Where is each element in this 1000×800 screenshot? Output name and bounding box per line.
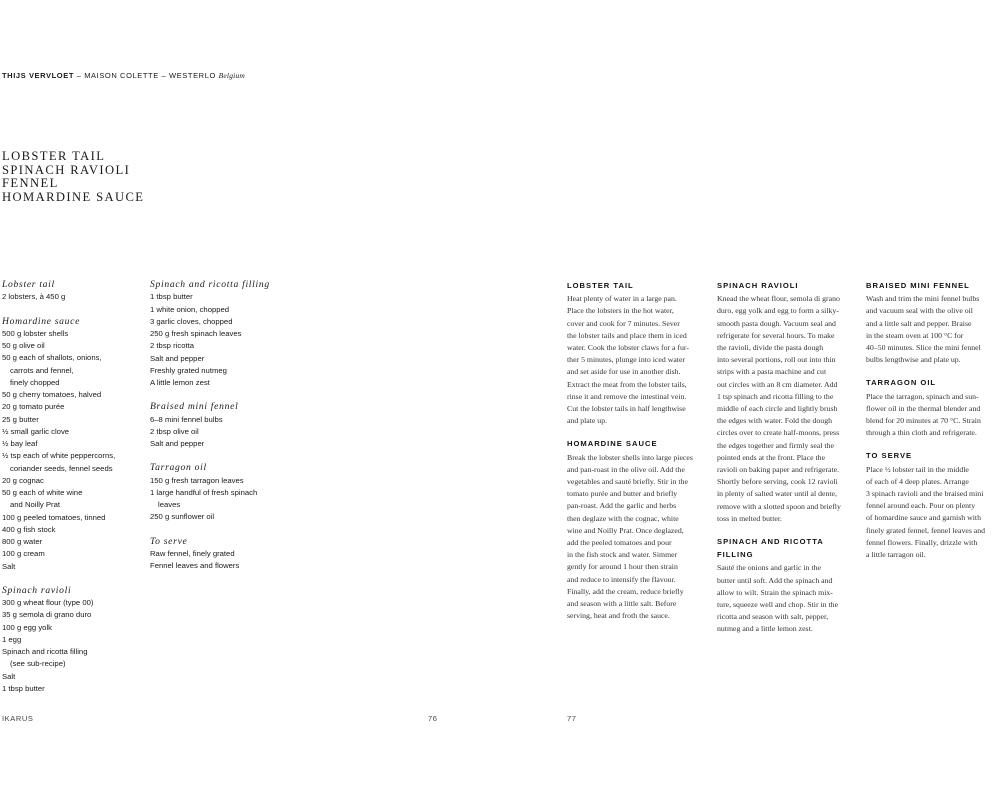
method-section-heading: SPINACH RAVIOLI: [717, 281, 799, 290]
method-line: the lobster tails and place them in iced: [567, 330, 687, 340]
method-line: water. Cook the lobster claws for a fur-: [567, 343, 689, 353]
method-line: wine and Noilly Prat. Once deglazed,: [567, 525, 684, 535]
method-line: Wash and trim the mini fennel bulbs: [866, 294, 980, 304]
method-line: Sauté the onions and garlic in the: [717, 563, 821, 573]
ingredient-line: 100 g peeled tomatoes, tinned: [2, 512, 106, 522]
recipe-title: [2, 150, 144, 205]
ingredient-line: 500 g lobster shells: [2, 328, 69, 338]
method-section: [717, 536, 859, 636]
method-line: ture, squeeze well and chop. Stir in the: [717, 600, 839, 610]
method-column-1: [567, 280, 709, 622]
ingredient-line: 20 g tomato purée: [2, 402, 65, 412]
ingredient-section-heading: Tarragon oil: [150, 462, 207, 474]
method-line: gently for around 1 hour then strain: [567, 562, 678, 572]
ingredient-line: and Noilly Prat: [10, 500, 60, 510]
ingredient-line: 100 g egg yolk: [2, 622, 53, 632]
header-separator: –: [161, 71, 167, 80]
ingredient-line: Freshly grated nutmeg: [150, 365, 227, 375]
method-line: ravioli on baking paper and refrigerate.: [717, 465, 840, 475]
ingredient-line: 25 g butter: [2, 414, 39, 424]
method-section-heading: FILLING: [717, 550, 754, 560]
method-section-heading: LOBSTER TAIL: [567, 281, 634, 290]
method-line: rinse it and remove the intestinal vein.: [567, 391, 687, 401]
ingredient-line: 50 g each of shallots, onions,: [2, 353, 102, 363]
town-name: WESTERLO: [169, 71, 216, 80]
method-line: out circles with an 8 cm diameter. Add: [717, 379, 838, 389]
method-line: Break the lobster shells into large pieces: [567, 452, 693, 462]
method-line: allow to wilt. Strain the spinach mix-: [717, 587, 833, 597]
ingredient-line: carrots and fennel,: [10, 365, 74, 375]
method-section: [866, 450, 998, 561]
method-line: and season with a little salt. Before: [567, 599, 677, 609]
method-section-heading: SPINACH AND RICOTTA: [717, 537, 824, 547]
ingredient-line: 1 tbsp butter: [150, 292, 193, 302]
method-line: of homardine sauce and garnish with: [866, 513, 981, 523]
title-line: HOMARDINE SAUCE: [2, 190, 145, 205]
ingredients-right-column: [150, 279, 295, 572]
method-line: smooth pasta dough. Vacuum seal and: [717, 318, 836, 328]
ingredient-section-heading: Homardine sauce: [2, 315, 81, 327]
method-line: 1 tsp spinach and ricotta filling to the: [717, 391, 834, 401]
ingredient-line: 1 egg: [2, 634, 22, 644]
ingredient-section: [2, 279, 147, 304]
ingredient-line: (see sub-recipe): [10, 659, 66, 669]
method-line: and reduce to intensify the flavour.: [567, 574, 676, 584]
method-line: Extract the meat from the lobster tails,: [567, 379, 687, 389]
method-line: in plenty of salted water until al dente,: [717, 489, 837, 499]
method-line: a little tarragon oil.: [866, 550, 926, 560]
method-line: Knead the wheat flour, semola di grano: [717, 294, 840, 304]
ingredient-line: Spinach and ricotta filling: [2, 647, 88, 656]
chef-name: THIJS VERVLOET: [2, 71, 75, 80]
method-line: the ravioli, divide the pasta dough: [717, 343, 824, 353]
ingredient-line: Salt and pepper: [150, 353, 205, 363]
method-section: [567, 280, 709, 427]
method-line: then deglaze with the cognac, white: [567, 513, 679, 523]
method-line: Place the tarragon, spinach and sun-: [866, 391, 979, 401]
ingredient-line: finely chopped: [10, 377, 60, 387]
method-section-heading: HOMARDINE SAUCE: [567, 439, 658, 449]
method-line: tomato purée and butter and briefly: [567, 489, 678, 499]
method-line: Shortly before serving, cook 12 ravioli: [717, 477, 838, 487]
method-line: refrigerate for several hours. To make: [717, 330, 835, 340]
method-line: serving, heat and froth the sauce.: [567, 611, 670, 621]
method-line: remove with a slotted spoon and briefly: [717, 501, 841, 511]
ingredient-line: Salt: [2, 671, 16, 681]
method-line: and pan-roast in the olive oil. Add the: [567, 464, 685, 474]
ingredient-line: 1 large handful of fresh spinach: [150, 487, 258, 497]
restaurant-name: MAISON COLETTE: [84, 71, 159, 80]
title-line: SPINACH RAVIOLI: [2, 162, 131, 177]
method-line: the edges together and firmly seal the: [717, 440, 834, 450]
ingredient-line: ½ small garlic clove: [2, 426, 70, 436]
ingredient-line: 50 g cherry tomatoes, halved: [2, 390, 102, 399]
page-number-left: 76: [428, 714, 438, 723]
ingredient-line: 20 g cognac: [2, 475, 44, 485]
method-line: butter until soft. Add the spinach and: [717, 575, 833, 585]
method-section: [866, 377, 998, 439]
method-line: flower oil in the thermal blender and: [866, 403, 981, 413]
method-section: [567, 438, 709, 622]
method-line: duro, egg yolk and egg to form a silky-: [717, 306, 839, 316]
method-line: bulbs lengthwise and plate up.: [866, 355, 961, 365]
country-name: Belgium: [218, 71, 245, 80]
ingredient-line: 6–8 mini fennel bulbs: [150, 414, 223, 424]
method-section: [866, 280, 998, 366]
ingredient-section-heading: Braised mini fennel: [150, 401, 239, 413]
ingredient-section-heading: Spinach ravioli: [2, 584, 72, 596]
ingredient-line: ½ tsp each of white peppercorns,: [2, 451, 116, 461]
ingredient-line: 250 g fresh spinach leaves: [150, 329, 242, 338]
method-section-heading: TO SERVE: [866, 451, 913, 461]
ingredient-line: 250 g sunflower oil: [150, 512, 215, 522]
ingredient-section-heading: Lobster tail: [2, 279, 55, 290]
ingredient-line: 400 g fish stock: [2, 524, 56, 534]
ingredient-line: 2 tbsp ricotta: [150, 341, 195, 351]
ingredient-line: 35 g semola di grano duro: [2, 610, 92, 620]
method-line: and vacuum seal with the olive oil: [866, 306, 973, 316]
method-line: blend for 20 minutes at 70 °C. Strain: [866, 416, 981, 426]
method-line: the edges with water. Fold the dough: [717, 416, 832, 426]
ingredient-line: 50 g each of white wine: [2, 488, 83, 497]
title-line: FENNEL: [2, 176, 59, 191]
ingredient-line: Raw fennel, finely grated: [150, 548, 235, 558]
ingredients-left-column: [2, 279, 147, 695]
ingredient-section: [2, 585, 147, 695]
ingredient-line: coriander seeds, fennel seeds: [10, 463, 113, 473]
method-line: fennel flowers. Finally, drizzle with: [866, 537, 978, 547]
method-line: and plate up.: [567, 416, 608, 426]
ingredient-section: [2, 316, 147, 573]
method-line: middle of each circle and lightly brush: [717, 404, 838, 414]
ingredient-line: 150 g fresh tarragon leaves: [150, 475, 244, 485]
method-line: toss in melted butter.: [717, 513, 782, 523]
method-column-2: [717, 280, 859, 636]
page-number-right: 77: [567, 714, 577, 723]
title-line: LOBSTER TAIL: [2, 149, 106, 163]
method-line: through a thin cloth and refrigerate.: [866, 428, 977, 438]
ingredient-line: 1 white onion, chopped: [150, 304, 230, 314]
method-line: pan-roast. Add the garlic and herbs: [567, 501, 677, 511]
ingredient-line: 2 tbsp olive oil: [150, 426, 199, 436]
method-line: into several portions, roll out into thin: [717, 355, 836, 365]
method-section: [717, 280, 859, 525]
ingredient-line: 50 g olive oil: [2, 341, 45, 350]
method-line: strips with a pasta machine and cut: [717, 367, 827, 377]
ingredient-line: 100 g cream: [2, 549, 45, 559]
method-line: Heat plenty of water in a large pan.: [567, 294, 677, 304]
method-line: add the peeled tomatoes and pour: [567, 538, 672, 548]
method-line: Cut the lobster tails in half lengthwise: [567, 404, 686, 414]
method-line: and set aside for use in another dish.: [567, 367, 681, 377]
method-line: fennel around each. Pour on plenty: [866, 501, 976, 511]
method-line: and a little salt and pepper. Braise: [866, 318, 972, 328]
header-separator: –: [76, 71, 82, 80]
ingredient-section-heading: To serve: [150, 535, 188, 547]
method-line: circles over to create half-moons, press: [717, 428, 840, 438]
method-line: in the fish stock and water. Simmer: [567, 550, 678, 560]
method-line: nutmeg and a little lemon zest.: [717, 624, 813, 634]
ingredient-line: 1 tbsp butter: [2, 683, 45, 693]
method-line: finely grated fennel, fennel leaves and: [866, 525, 986, 535]
method-line: Finally, add the cream, reduce briefly: [567, 586, 684, 596]
method-column-3: [866, 280, 998, 561]
method-line: ther 5 minutes, plunge into iced water: [567, 355, 686, 365]
ingredient-line: 3 garlic cloves, chopped: [150, 316, 233, 326]
method-line: vegetables and sauté briefly. Stir in the: [567, 477, 688, 487]
ingredient-section: [150, 536, 295, 573]
ingredient-line: A little lemon zest: [150, 378, 210, 387]
ingredient-line: 800 g water: [2, 537, 43, 546]
ingredient-line: 300 g wheat flour (type 00): [2, 598, 94, 607]
ingredient-section-heading: Spinach and ricotta filling: [150, 279, 270, 290]
method-section-heading: TARRAGON OIL: [866, 378, 937, 388]
method-line: 3 spinach ravioli and the braised mini: [866, 489, 984, 499]
chef-header: [2, 71, 245, 80]
ingredient-line: Fennel leaves and flowers: [150, 561, 240, 570]
method-line: in the steam oven at 100 °C for: [866, 330, 964, 340]
ingredient-section: [150, 462, 295, 523]
method-line: Place ½ lobster tail in the middle: [866, 464, 969, 474]
method-line: cover and cook for 7 minutes. Sever: [567, 318, 680, 328]
ingredient-line: Salt and pepper: [150, 439, 205, 448]
method-line: 40–50 minutes. Slice the mini fennel: [866, 343, 981, 353]
method-line: ricotta and season with salt, pepper,: [717, 612, 829, 622]
ingredient-line: Salt: [2, 561, 16, 571]
ingredient-line: 2 lobsters, à 450 g: [2, 292, 66, 302]
ingredient-line: ½ bay leaf: [2, 439, 38, 448]
method-line: of each of 4 deep plates. Arrange: [866, 476, 969, 486]
ingredient-section: [150, 279, 295, 389]
ingredient-section: [150, 401, 295, 450]
method-section-heading: BRAISED MINI FENNEL: [866, 281, 970, 290]
ingredient-line: leaves: [158, 500, 181, 509]
publisher-name: IKARUS: [2, 714, 34, 723]
method-line: Place the lobsters in the hot water,: [567, 306, 674, 316]
method-line: pointed ends at the front. Place the: [717, 452, 826, 462]
